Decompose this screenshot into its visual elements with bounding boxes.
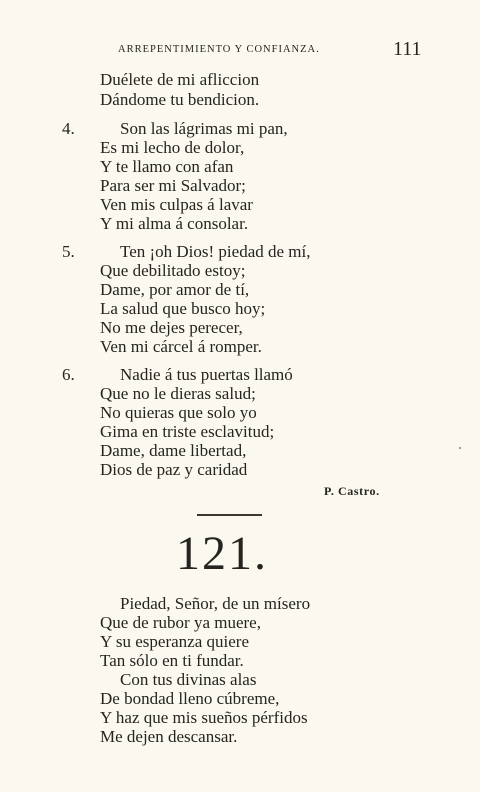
verse-line: Y haz que mis sueños pérfidos (100, 708, 308, 727)
verse-line: Tan sólo en ti fundar. (100, 651, 244, 670)
verse-line: Es mi lecho de dolor, (100, 138, 245, 157)
verse-line: Y mi alma á consolar. (100, 214, 249, 233)
verse-line: Dame, por amor de tí, (100, 280, 250, 299)
verse-line: Duélete de mi afliccion (100, 70, 260, 89)
verse-line: No quieras que solo yo (100, 403, 257, 422)
verse-line: Piedad, Señor, de un mísero (120, 594, 311, 613)
verse-line: Para ser mi Salvador; (100, 176, 246, 195)
verse-line: Dame, dame libertad, (100, 441, 247, 460)
verse-line: No me dejes perecer, (100, 318, 243, 337)
verse-line: Que de rubor ya muere, (100, 613, 261, 632)
verse-line: Dios de paz y caridad (100, 460, 248, 479)
verse-line: Y su esperanza quiere (100, 632, 249, 651)
verse-line: Que debilitado estoy; (100, 261, 246, 280)
verse-line: La salud que busco hoy; (100, 299, 266, 318)
verse-line: Son las lágrimas mi pan, (120, 119, 288, 138)
running-head: ARREPENTIMIENTO Y CONFIANZA. (118, 44, 320, 55)
verse-line: Nadie á tus puertas llamó (120, 365, 293, 384)
verse-line: Gima en triste esclavitud; (100, 422, 275, 441)
verse-line: Con tus divinas alas (120, 670, 257, 689)
verse-line: Ven mis culpas á lavar (100, 195, 253, 214)
verse-line: Ven mi cárcel á romper. (100, 337, 262, 356)
stanza-number: 5. (62, 242, 75, 261)
verse-line: De bondad lleno cúbreme, (100, 689, 280, 708)
verse-line: Y te llamo con afan (100, 157, 234, 176)
stanza-number: 6. (62, 365, 75, 384)
verse-line: Me dejen descansar. (100, 727, 238, 746)
section-divider (197, 514, 262, 516)
verse-line: Que no le dieras salud; (100, 384, 256, 403)
stanza-number: 4. (62, 119, 75, 138)
author-attribution: P. Castro. (324, 484, 380, 498)
verse-line: Ten ¡oh Dios! piedad de mí, (120, 242, 311, 261)
hymn-number: 121. (176, 527, 268, 580)
page-number: 111 (393, 38, 422, 60)
verse-line: Dándome tu bendicion. (100, 90, 260, 109)
paper-speck (459, 447, 461, 449)
